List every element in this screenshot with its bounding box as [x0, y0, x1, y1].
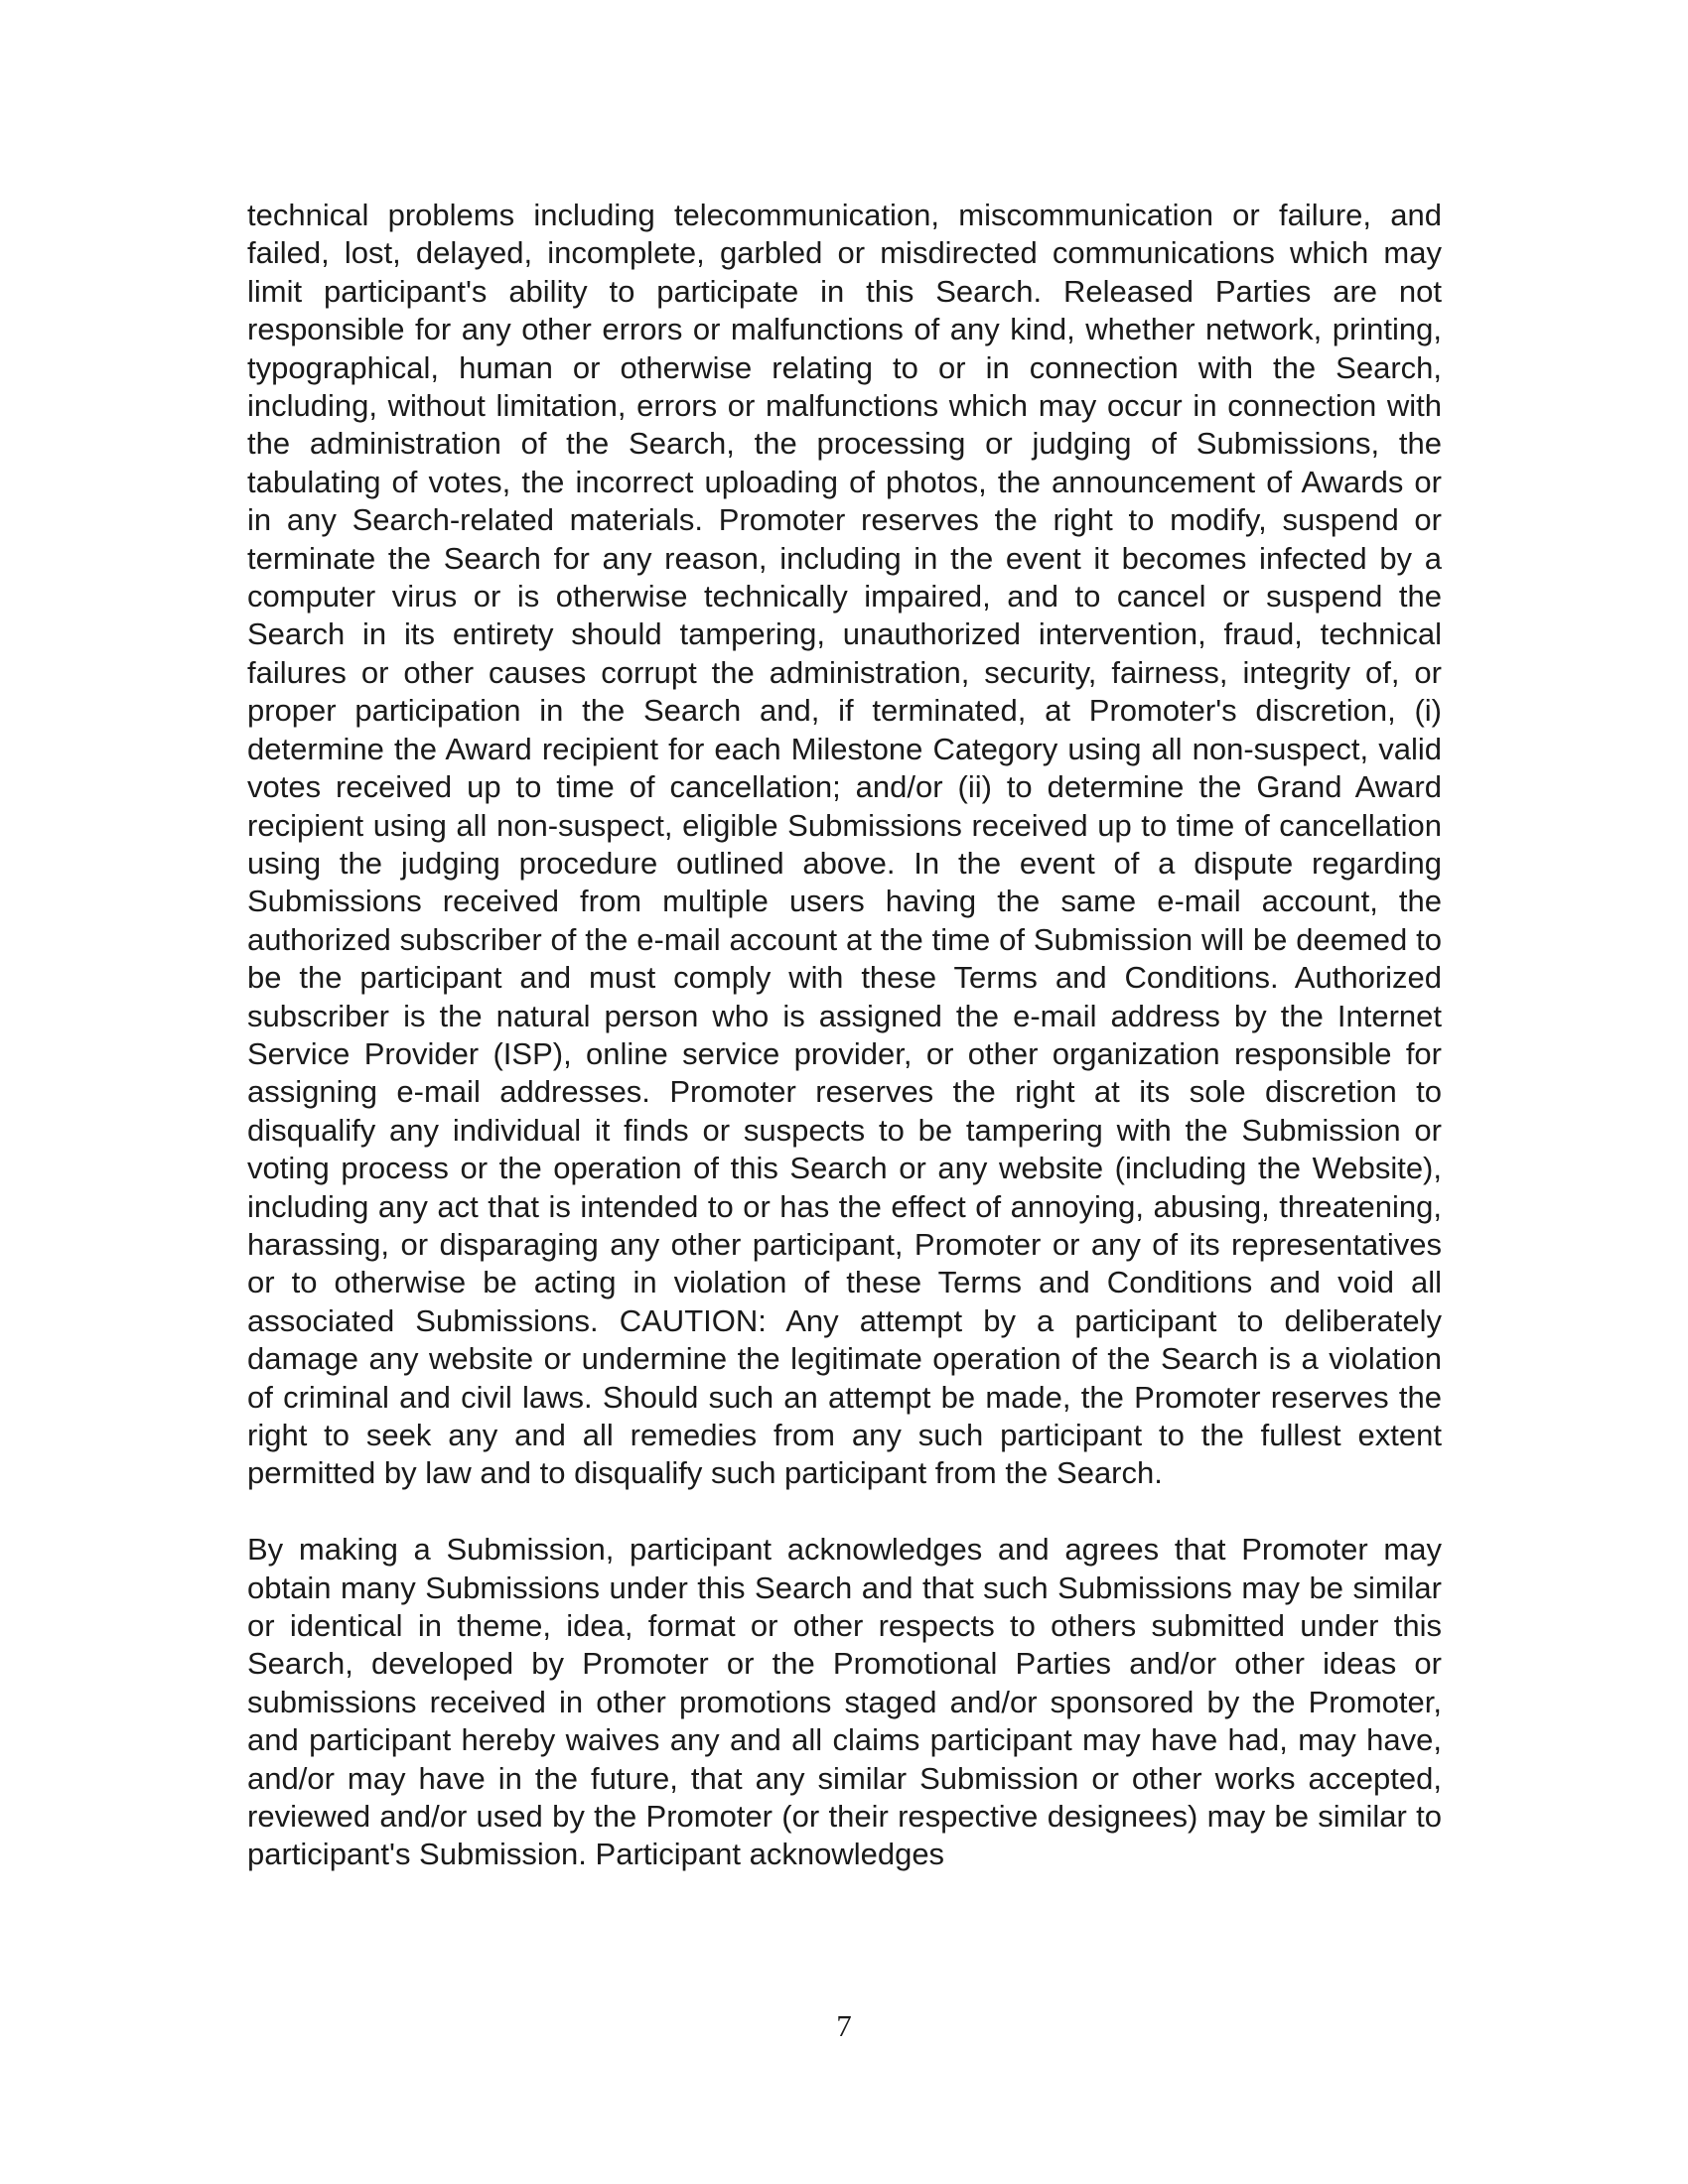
paragraph-technical-problems: technical problems including telecommunication, miscommunication or failure, and failed, lost, delayed, incomplete, garbled or misdirected communications which may limit participant's ability to participate in this Search. Released Parties are not responsible for any other errors or malfunctions of any kind, whether network, printing, typographical, human or otherwise relating to or in connection with the Search, including, without limitation, errors or malfunctions which may occur in connection with the administration of the Search, the processing or judging of Submissions, the tabulating of votes, the incorrect uploading of photos, the announcement of Awards or in any Search-related materials. Promoter reserves the right to modify, suspend or terminate the Search for any reason, including in the event it becomes infected by a computer virus or is otherwise technically impaired, and to cancel or suspend the Search in its entirety should tampering, unauthorized intervention, fraud, technical failures or other causes corrupt the administration, security, fairness, integrity of, or proper participation in the Search and, if terminated, at Promoter's discretion, (i) determine the Award recipient for each Milestone Category using all non-suspect, valid votes received up to time of cancellation; and/or (ii) to determine the Grand Award recipient using all non-suspect, eligible Submissions received up to time of cancellation using the judging procedure outlined above. In the event of a dispute regarding Submissions received from multiple users having the same e-mail account, the authorized subscriber of the e-mail account at the time of Submission will be deemed to be the participant and must comply with these Terms and Conditions. Authorized subscriber is the natural person who is assigned the e-mail address by the Internet Service Provider (ISP), online service provider, or other organization responsible for assigning e-mail addresses. Promoter reserves the right at its sole discretion to disqualify any individual it finds or suspects to be tampering with the Submission or voting process or the operation of this Search or any website (including the Website), including any act that is intended to or has the effect of annoying, abusing, threatening, harassing, or disparaging any other participant, Promoter or any of its representatives or to otherwise be acting in violation of these Terms and Conditions and void all associated Submissions. CAUTION: Any attempt by a participant to deliberately damage any website or undermine the legitimate operation of the Search is a violation of criminal and civil laws. Should such an attempt be made, the Promoter reserves the right to seek any and all remedies from any such participant to the fullest extent permitted by law and to disqualify such participant from the Search. — [247, 198, 1442, 1491]
document-body — [247, 197, 1442, 1874]
page-number: 7 — [836, 2008, 852, 2043]
paragraph-making-submission: By making a Submission, participant acknowledges and agrees that Promoter may obtain many Submissions under this Search and that such Submissions may be similar or identical in theme, idea, format or other respects to others submitted under this Search, developed by Promoter or the Promotional Parties and/or other ideas or submissions received in other promotions staged and/or sponsored by the Promoter, and participant hereby waives any and all claims participant may have had, may have, and/or may have in the future, that any similar Submission or other works accepted, reviewed and/or used by the Promoter (or their respective designees) may be similar to participant's Submission. Participant acknowledges — [247, 1532, 1442, 1872]
